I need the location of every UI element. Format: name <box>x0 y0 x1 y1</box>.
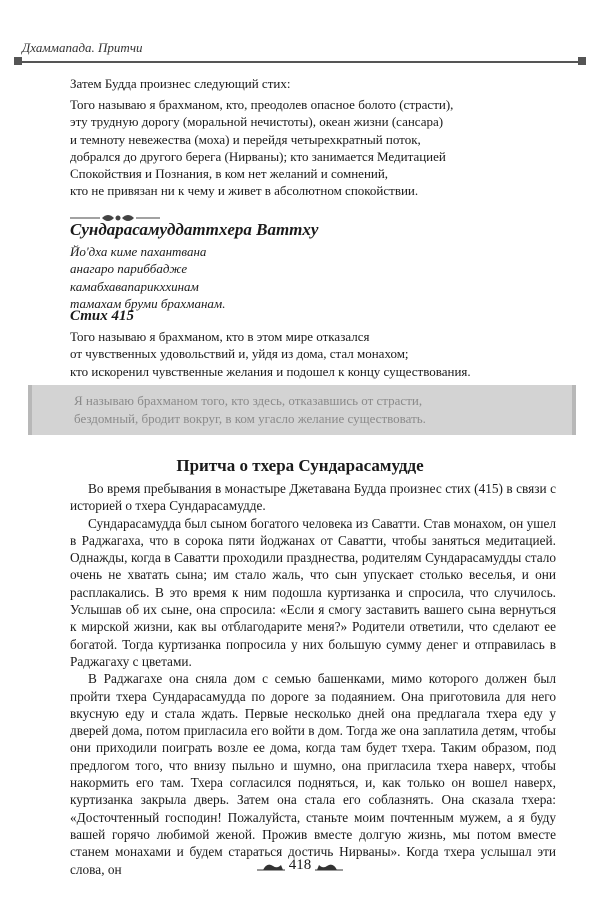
story-paragraph: Во время пребывания в монастыре Джетавана Будда произнес стих (415) в связи с историей о тхера Сундарасамудде. <box>70 481 556 514</box>
story-paragraph: В Раджагахе она сняла дом с семью башенками, мимо которого должен был пройти тхера Сундарасамудда по дороге за подаянием. Она приготовила для него вкусную еду и стала ждать. Первые несколько дней она предлагала тхера еду у дверей дома, потом пригласила его войти в дом. Тогда же она заплатила детям, чтобы они приходили поиграть возле ее дома, когда там будет тхера. Таким образом, под предлогом того, что внизу пыльно и шумно, она пригласила тхера наверх, чтобы накормить его там. Тхера согласился подняться, и, как только он вошел наверх, куртизанка закрыла дверь. Затем она стала его соблазнять. Она сказала тхера: «Досточтенный господин! Пожалуйста, станьте моим почтенным мужем, а я буду вашей горячо любимой женой. Прожив вместе долгую жизнь, мы потом вместе станем монахами и будем стараться достичь Нирваны». Когда тхера услышал эти слова, он <box>70 671 556 877</box>
verse-line: Того называю я брахманом, кто в этом мире отказался <box>70 329 370 344</box>
header-rule-cap-right <box>578 57 586 65</box>
verse-line: Спокойствия и Познания, в ком нет желаний и сомнений, <box>70 166 389 182</box>
summary-bar <box>28 385 576 435</box>
footer-ornament-left-icon <box>257 861 285 871</box>
verse-415 <box>70 328 550 380</box>
verse-line: кто искоренил чувственные желания и подошел к концу существования. <box>70 363 471 379</box>
summary-line: бездомный, бродит вокруг, в ком угасло желание существовать. <box>74 410 426 426</box>
pali-section-title: Сундарасамуддаттхера Ваттху <box>70 220 319 239</box>
running-header: Дхаммапада. Притчи <box>22 40 143 55</box>
summary-line: Я называю брахманом того, кто здесь, отказавшись от страсти, <box>74 393 423 408</box>
verse-heading: Стих 415 <box>70 308 134 324</box>
footer-ornament-right-icon <box>315 861 343 871</box>
intro-line <box>70 75 550 92</box>
verse-414 <box>70 96 550 200</box>
header-rule <box>18 61 582 63</box>
intro-text: Затем Будда произнес следующий стих: <box>70 76 291 91</box>
verse-line: кто не привязан ни к чему и живет в абсолютном спокойствии. <box>70 183 419 199</box>
verse-line: эту трудную дорогу (моральной нечистоты), океан жизни (сансара) <box>70 114 444 130</box>
pali-line: тамахам бруми брахманам. <box>70 295 226 311</box>
pali-line: анагаро париббадже <box>70 261 188 277</box>
story-title: Притча о тхера Сундарасамудде <box>176 456 424 475</box>
header-rule-cap-left <box>14 57 22 65</box>
verse-line: добрался до другого берега (Нирваны); кто занимается Медитацией <box>70 148 446 164</box>
page-number: 418 <box>288 857 312 873</box>
verse-line: Того называю я брахманом, кто, преодолев опасное болото (страсти), <box>70 97 454 112</box>
story-body <box>70 480 556 878</box>
pali-line: Йо'дха киме пахантвана <box>70 244 207 259</box>
pali-verse <box>70 243 225 312</box>
pali-line: камабхавапарикххинам <box>70 278 199 294</box>
story-paragraph: Сундарасамудда был сыном богатого человека из Саватти. Став монахом, он ушел в Раджагаха, что в сорока пяти йоджанах от Саватти, чтобы заняться медитацией. Однажды, когда в Саватти проходили празднества, родителям Сундарасамудды стало очень не хватать сына; им стало жаль, что сын упускает столько веселья, и они расплакались. В это время к ним подошла куртизанка и спросила, что случилось. Услышав об их сыне, она спросила: «Если я смогу заставить вашего сына вернуться к мирской жизни, как вы отблагодарите меня?» Родители ответили, что сделают ее богатой. Тогда куртизанка попросила у них большую сумму денег и отправилась в Раджагаху с цветами. <box>70 515 556 669</box>
summary-text <box>74 392 564 427</box>
verse-line: от чувственных удовольствий и, уйдя из дома, стал монахом; <box>70 346 409 362</box>
verse-line: и темноту невежества (моха) и перейдя четырехкратный поток, <box>70 131 421 147</box>
page-footer <box>0 857 600 874</box>
